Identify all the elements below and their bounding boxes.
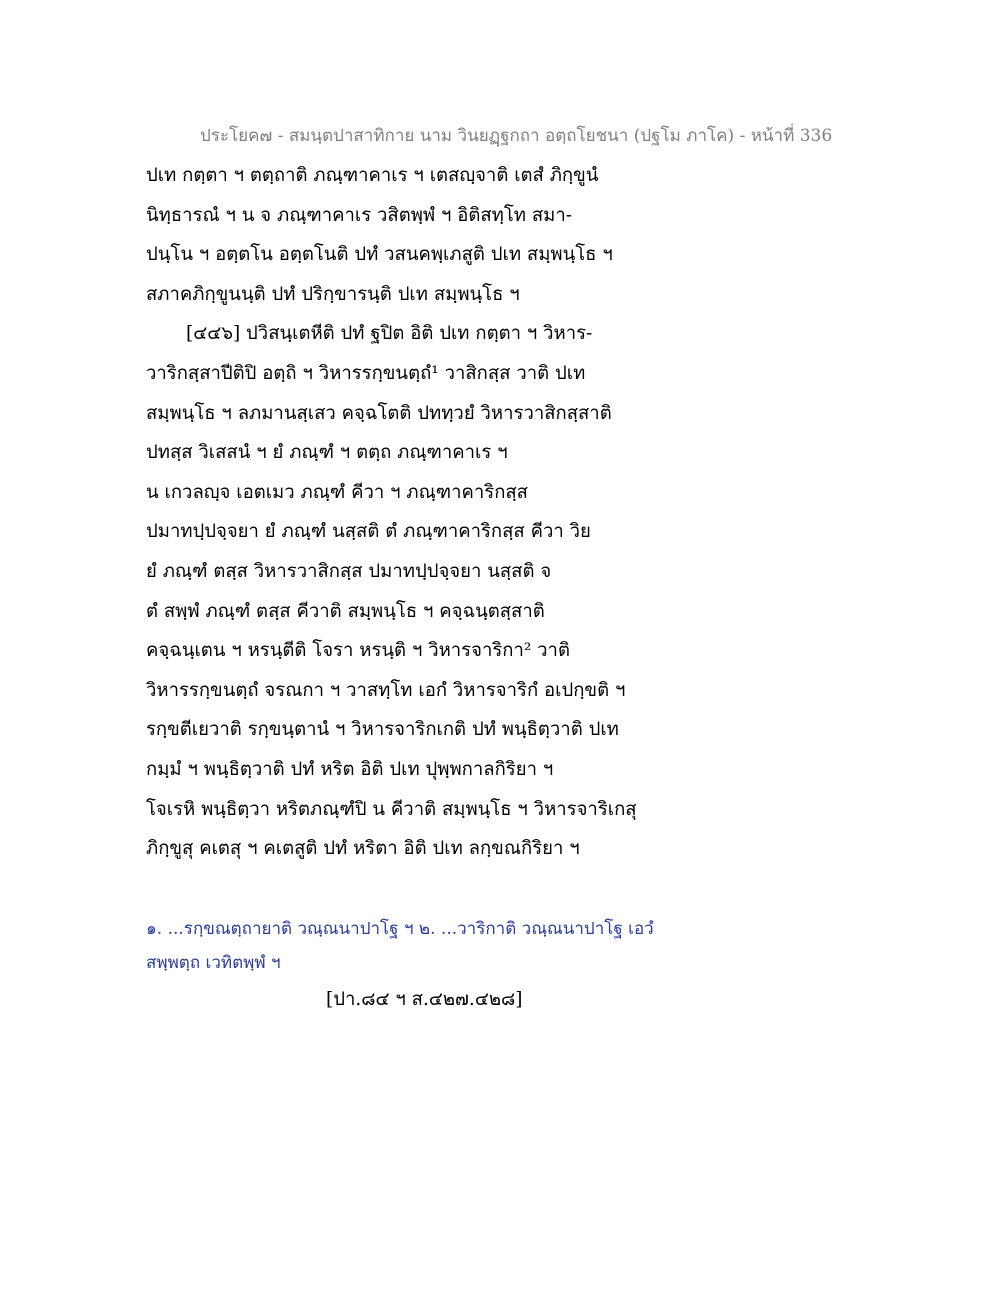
text-line: ปมาทปฺปจฺจยา ยํ ภณฺฑํ นสฺสติ ตํ ภณฺฑาคาริกสฺส คีวา วิย — [146, 521, 591, 543]
text-line: ภิกฺขูสุ คเตสุ ฯ คเตสูติ ปทํ หริตา อิติ ปเท ลกฺขณกิริยา ฯ — [146, 838, 580, 860]
text-line: ตํ สพฺพํ ภณฺฑํ ตสฺส คีวาติ สมฺพนฺโธ ฯ คจฺฉนฺตสฺสาติ — [146, 600, 545, 622]
body-text — [146, 156, 706, 869]
text-line: ปนฺโน ฯ อตฺตโน อตฺตโนติ ปทํ วสนคพฺเภสูติ ปเท สมฺพนฺโธ ฯ — [146, 244, 613, 266]
text-line: นิทฺธารณํ ฯ น จ ภณฺฑาคาเร วสิตพฺพํ ฯ อิติสทฺโท สมา- — [146, 204, 573, 226]
text-line: ยํ ภณฺฑํ ตสฺส วิหารวาสิกสฺส ปมาทปฺปจฺจยา นสฺสติ จ — [146, 560, 552, 582]
text-line: วาริกสฺสาปีติปิ อตฺถิ ฯ วิหารรกฺขนตฺถํ¹ วาสิกสฺส วาติ ปเท — [146, 362, 586, 384]
text-line: ปทสฺส วิเสสนํ ฯ ยํ ภณฺฑํ ฯ ตตฺถ ภณฺฑาคาเร ฯ — [146, 442, 508, 464]
text-line: สภาคภิกฺขูนนฺติ ปทํ ปริกฺขารนฺติ ปเท สมฺพนฺโธ ฯ — [146, 283, 520, 305]
text-line: วิหารรกฺขนตฺถํ จรณกา ฯ วาสทฺโท เอกํ วิหารจาริกํ อเปกฺขติ ฯ — [146, 679, 626, 701]
text-line: คจฺฉนฺเตน ฯ หรนฺตีติ โจรา หรนฺติ ฯ วิหารจาริกา² วาติ — [146, 640, 570, 662]
text-line: สมฺพนฺโธ ฯ ลภมานสฺเสว คจฺฉโตติ ปททฺวยํ วิหารวาสิกสฺสาติ — [146, 402, 612, 424]
page-header: ประโยค๗ - สมนฺตปาสาทิกาย นาม วินยฏฺฐกถา อตฺถโยชนา (ปฐโม ภาโค) - หน้าที่ 336 — [200, 126, 833, 146]
text-line: ปเท กตฺตา ฯ ตตฺถาติ ภณฺฑาคาเร ฯ เตสญฺจาติ เตสํ ภิกฺขูนํ — [146, 165, 599, 186]
text-line: กมฺมํ ฯ พนฺธิตฺวาติ ปทํ หริต อิติ ปเท ปุพฺพกาลกิริยา ฯ — [146, 758, 554, 780]
text-line-paragraph-start: [๔๔๖] ปวิสนฺเตหีติ ปทํ ฐปิต อิติ ปเท กตฺตา ฯ วิหาร- — [186, 323, 593, 345]
footnotes — [146, 912, 706, 980]
page-reference: [ปา.๘๔ ฯ ส.๔๒๗.๔๒๘] — [326, 989, 523, 1010]
text-line: น เกวลญฺจ เอตเมว ภณฺฑํ คีวา ฯ ภณฺฑาคาริกสฺส — [146, 481, 528, 503]
footnote-line: สพฺพตฺถ เวทิตพฺพํ ฯ — [146, 953, 281, 973]
text-line: รกฺขตีเยวาติ รกฺขนฺตานํ ฯ วิหารจาริกเกติ ปทํ พนฺธิตฺวาติ ปเท — [146, 719, 619, 741]
footnote-line: ๑. ...รกฺขณตฺถายาติ วณฺณนาปาโฐ ฯ ๒. ...วาริกาติ วณฺณนาปาโฐ เอวํ — [146, 919, 654, 939]
text-line: โจเรหิ พนฺธิตฺวา หริตภณฺฑํปิ น คีวาติ สมฺพนฺโธ ฯ วิหารจาริเกสุ — [146, 798, 637, 820]
